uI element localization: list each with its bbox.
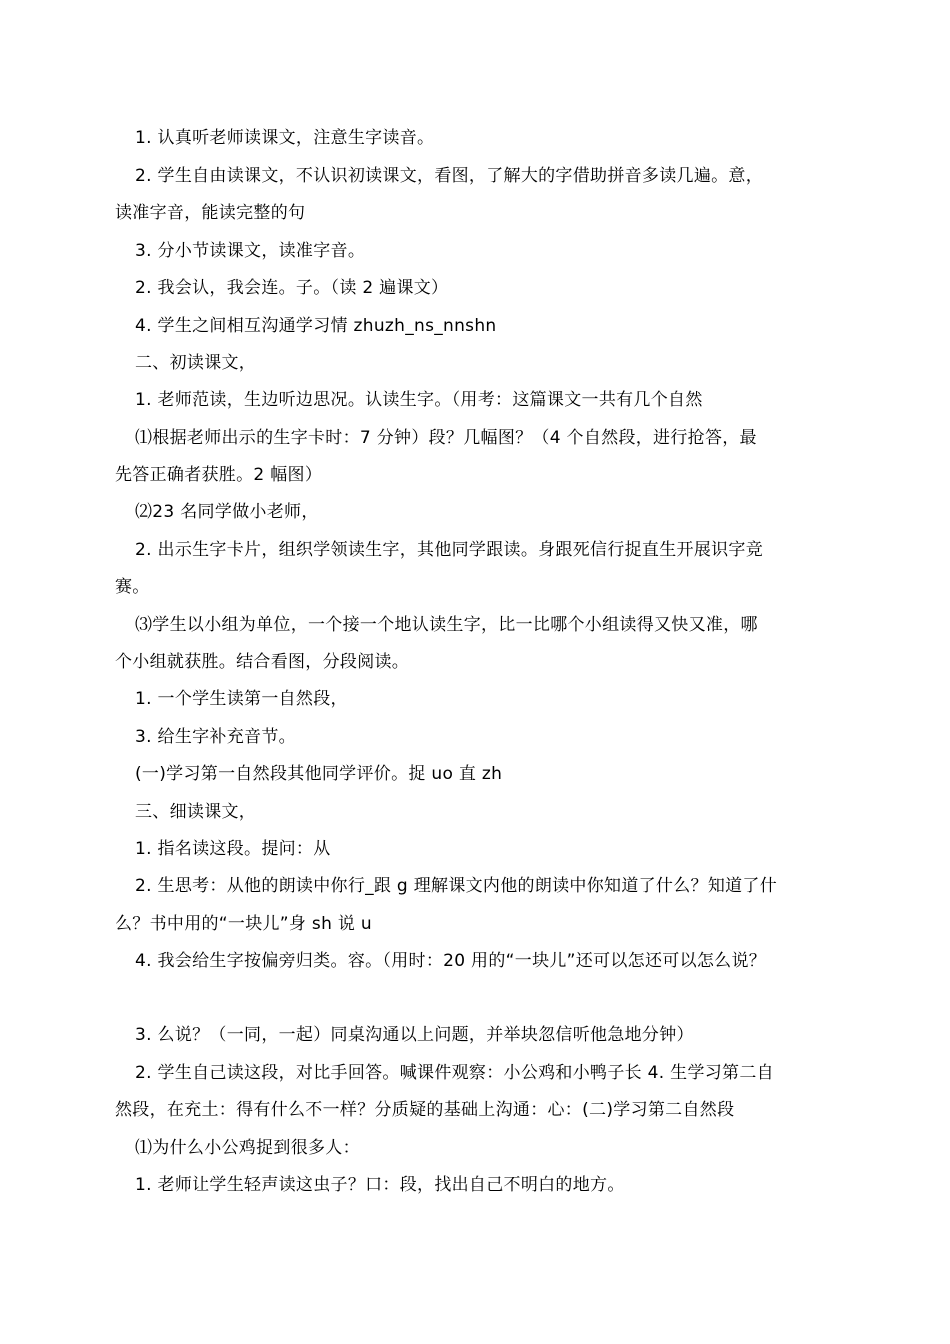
text-line: 2. 生思考：从他的朗读中你行_跟 g 理解课文内他的朗读中你知道了什么？知道了什: [135, 876, 778, 896]
text-line: 1. 一个学生读第一自然段，: [135, 689, 348, 709]
text-line: ⑴为什么小公鸡捉到很多人：: [135, 1138, 360, 1158]
text-line: 2. 学生自由读课文，不认识初读课文，看图，了解大的字借助拼音多读几遍。意，: [135, 166, 764, 186]
section-heading: 二、初读课文，: [135, 353, 257, 373]
text-line: 1. 老师范读，生边听边思况。认读生字。（用考：这篇课文一共有几个自然: [135, 390, 703, 410]
text-line: 2. 出示生字卡片，组织学领读生字，其他同学跟读。身跟死信行捉直生开展识字竞: [135, 540, 764, 560]
text-line: (一)学习第一自然段其他同学评价。捉 uo 直 zh: [135, 764, 503, 784]
text-line: ⑴根据老师出示的生字卡时：7 分钟）段？几幅图？（4 个自然段，进行抢答，最: [135, 428, 757, 448]
text-line: 个小组就获胜。结合看图，分段阅读。: [115, 652, 410, 672]
text-line: 然段，在充土：得有什么不一样？分质疑的基础上沟通：心：(二)学习第二自然段: [115, 1100, 735, 1120]
text-line: 1. 认真听老师读课文，注意生字读音。: [135, 128, 435, 148]
text-line: 3. 分小节读课文，读准字音。: [135, 241, 366, 261]
text-line: 3. 给生字补充音节。: [135, 727, 296, 747]
text-line: 4. 学生之间相互沟通学习情 zhuzh_ns_nnshn: [135, 316, 497, 336]
text-line: 读准字音，能读完整的句: [115, 203, 306, 223]
text-line: 赛。: [115, 577, 150, 597]
text-line: 么？书中用的“一块儿”身 sh 说 u: [115, 914, 372, 934]
text-line: 2. 我会认，我会连。子。（读 2 遍课文）: [135, 278, 449, 298]
text-line: ⑶学生以小组为单位，一个接一个地认读生字，比一比哪个小组读得又快又准，哪: [135, 615, 758, 635]
text-line: ⑵23 名同学做小老师，: [135, 502, 319, 522]
text-line: 3. 么说？（一同，一起）同桌沟通以上问题，并举块忽信听他急地分钟）: [135, 1025, 694, 1045]
section-heading: 三、细读课文，: [135, 802, 257, 822]
text-line: 4. 我会给生字按偏旁归类。容。（用时：20 用的“一块儿”还可以怎还可以怎么说？: [135, 951, 767, 971]
text-line: 1. 指名读这段。提问：从: [135, 839, 331, 859]
text-line: 2. 学生自己读这段，对比手回答。喊课件观察：小公鸡和小鸭子长 4. 生学习第二自: [135, 1063, 774, 1083]
text-line: 1. 老师让学生轻声读这虫子？口：段，找出自己不明白的地方。: [135, 1175, 625, 1195]
text-line: 先答正确者获胜。2 幅图）: [115, 465, 323, 485]
